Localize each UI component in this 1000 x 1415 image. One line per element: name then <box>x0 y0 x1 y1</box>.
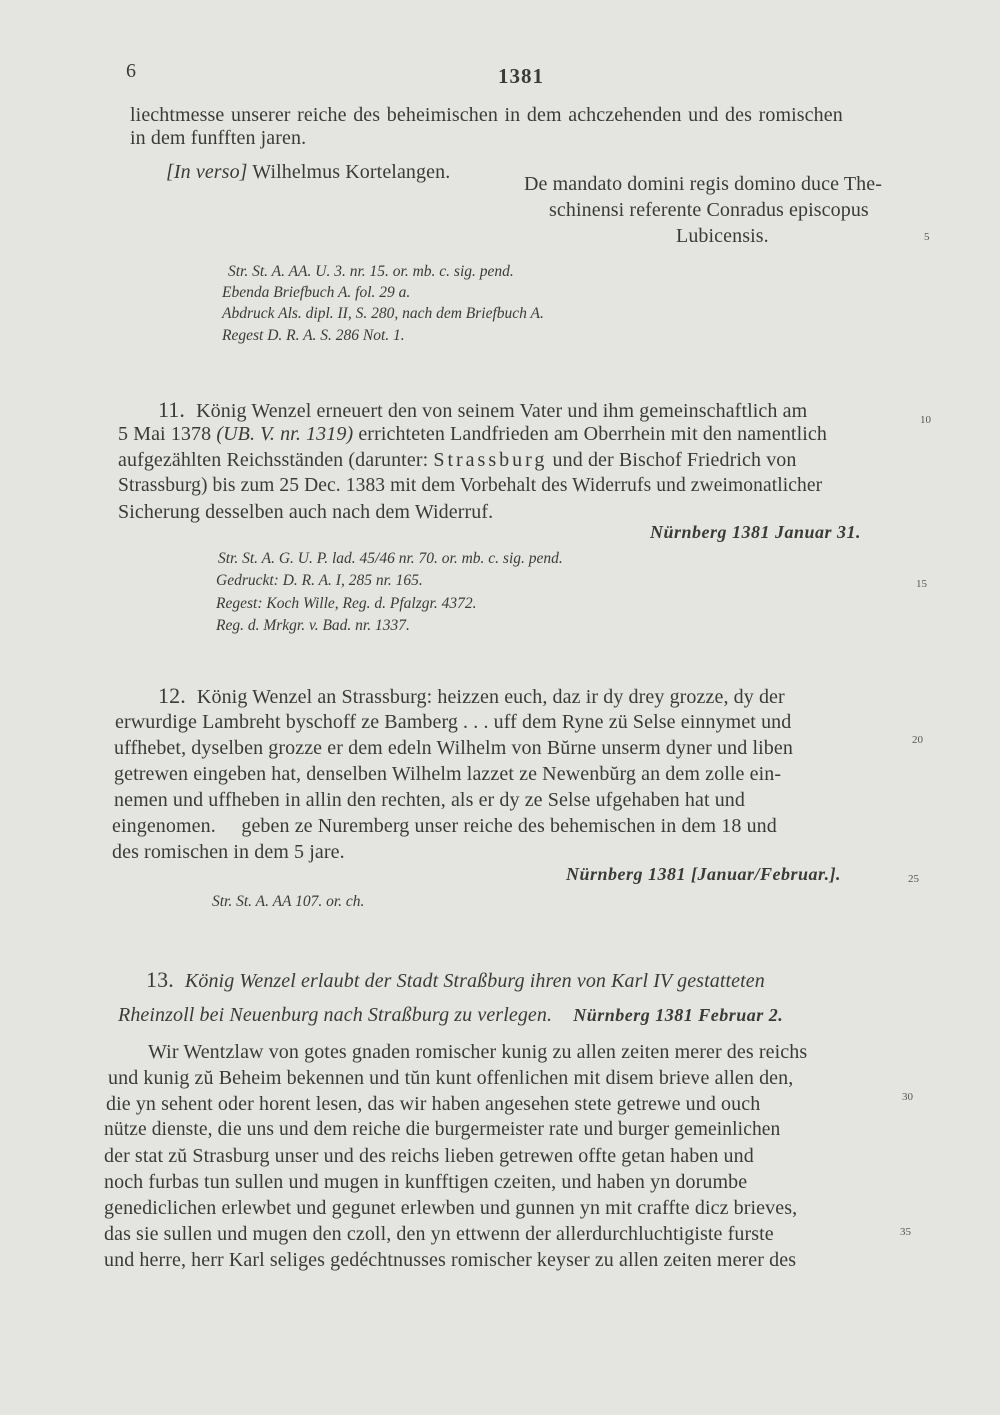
doc13-line: der stat zŭ Strasburg unser und des reichs lieben getrewen offte getan haben und <box>104 1145 754 1167</box>
running-year: 1381 <box>498 64 544 88</box>
page-number: 6 <box>126 60 136 82</box>
verso-note <box>166 160 450 184</box>
doc12-line: eingenomen. geben ze Nuremberg unser reiche des behemischen in dem 18 und <box>112 815 777 837</box>
text-line: in dem funfften jaren. <box>130 127 307 149</box>
doc11-line: 5 Mai 1378 (UB. V. nr. 1319) errichteten Landfrieden am Oberrhein mit den namentlich <box>118 423 827 445</box>
margin-number: 25 <box>908 873 919 885</box>
mandate-line: De mandato domini regis domino duce The- <box>524 173 882 195</box>
source-line: Str. St. A. AA 107. or. ch. <box>212 893 365 910</box>
margin-number: 15 <box>916 578 927 590</box>
source-line: Regest: Koch Wille, Reg. d. Pfalzgr. 4372. <box>216 595 477 612</box>
doc11-line: aufgezählten Reichsständen (darunter: Strassburg und der Bischof Friedrich von <box>118 449 797 471</box>
doc12-line: 12. König Wenzel an Strassburg: heizzen euch, daz ir dy drey grozze, dy der <box>158 683 785 708</box>
margin-number: 5 <box>924 231 930 243</box>
doc13-line: Wir Wentzlaw von gotes gnaden romischer kunig zu allen zeiten merer des reichs <box>148 1041 808 1063</box>
doc13-line: nütze dienste, die uns und dem reiche die burgermeister rate und burger gemeinlichen <box>104 1119 781 1140</box>
doc13-line: genediclichen erlewbet und gegunet erlewben und gunnen yn mit craffte dicz brieves, <box>104 1197 798 1219</box>
mandate-line: schinensi referente Conradus episcopus <box>549 199 869 221</box>
source-line: Regest D. R. A. S. 286 Not. 1. <box>222 327 405 344</box>
doc13-line: das sie sullen und mugen den czoll, den yn ettwenn der allerdurchluchtigiste furste <box>104 1223 774 1245</box>
margin-number: 30 <box>902 1091 913 1103</box>
doc12-line: erwurdige Lambreht byschoff ze Bamberg . . . uff dem Ryne zü Selse einnymet und <box>115 711 792 733</box>
doc13-line: die yn sehent oder horent lesen, das wir haben angesehen stete getrewe und ouch <box>106 1093 761 1115</box>
source-line: Str. St. A. G. U. P. lad. 45/46 nr. 70. or. mb. c. sig. pend. <box>218 550 563 567</box>
doc13-line: noch furbas tun sullen und mugen in kunfftigen czeiten, und haben yn dorumbe <box>104 1171 748 1193</box>
mandate-line: Lubicensis. <box>676 225 769 247</box>
doc13-title-line: 13. König Wenzel erlaubt der Stadt Straßburg ihren von Karl IV gestatteten <box>146 967 765 992</box>
doc12-line: des romischen in dem 5 jare. <box>112 841 345 863</box>
source-line: Reg. d. Mrkgr. v. Bad. nr. 1337. <box>216 617 410 634</box>
doc11-place-date: Nürnberg 1381 Januar 31. <box>650 522 862 542</box>
margin-number: 20 <box>912 734 923 746</box>
margin-number: 35 <box>900 1226 911 1238</box>
doc-number: 11. <box>158 397 185 422</box>
doc13-line: und kunig zŭ Beheim bekennen und tŭn kunt offenlichen mit disem brieve allen den, <box>108 1067 794 1089</box>
verso-label: [In verso] <box>166 161 248 183</box>
source-line: Gedruckt: D. R. A. I, 285 nr. 165. <box>216 572 423 589</box>
doc11-line: 11. König Wenzel erneuert den von seinem Vater und ihm gemeinschaftlich am <box>158 397 808 422</box>
margin-number: 10 <box>920 414 931 426</box>
doc-number: 12. <box>158 683 186 708</box>
doc13-title-line: Rheinzoll bei Neuenburg nach Straßburg zu verlegen. Nürnberg 1381 Februar 2. <box>118 1004 784 1026</box>
source-line: Abdruck Als. dipl. II, S. 280, nach dem Briefbuch A. <box>222 305 544 322</box>
doc13-line: und herre, herr Karl seliges gedéchtnusses romischer keyser zu allen zeiten merer des <box>104 1249 797 1271</box>
source-line: Str. St. A. AA. U. 3. nr. 15. or. mb. c. sig. pend. <box>228 263 514 280</box>
doc13-place-date: Nürnberg 1381 Februar 2. <box>573 1005 784 1025</box>
text-line: liechtmesse unserer reiche des beheimischen in dem achczehenden und des romischen <box>130 104 843 126</box>
doc-number: 13. <box>146 967 174 992</box>
source-line: Ebenda Briefbuch A. fol. 29 a. <box>222 284 411 301</box>
doc12-line: getrewen eingeben hat, denselben Wilhelm lazzet ze Newenbŭrg an dem zolle ein- <box>114 763 782 785</box>
doc12-line: uffhebet, dyselben grozze er dem edeln Wilhelm von Bŭrne unserm dyner und liben <box>114 737 793 759</box>
verso-name: Wilhelmus Kortelangen. <box>252 161 451 183</box>
doc11-line: Sicherung desselben auch nach dem Widerruf. <box>118 501 494 523</box>
doc12-line: nemen und uffheben in allin den rechten, als er dy ze Selse ufgehaben hat und <box>114 789 746 811</box>
doc12-place-date: Nürnberg 1381 [Januar/Februar.]. <box>566 864 842 884</box>
doc11-line: Strassburg) bis zum 25 Dec. 1383 mit dem Vorbehalt des Widerrufs und zweimonatlicher <box>118 475 823 496</box>
